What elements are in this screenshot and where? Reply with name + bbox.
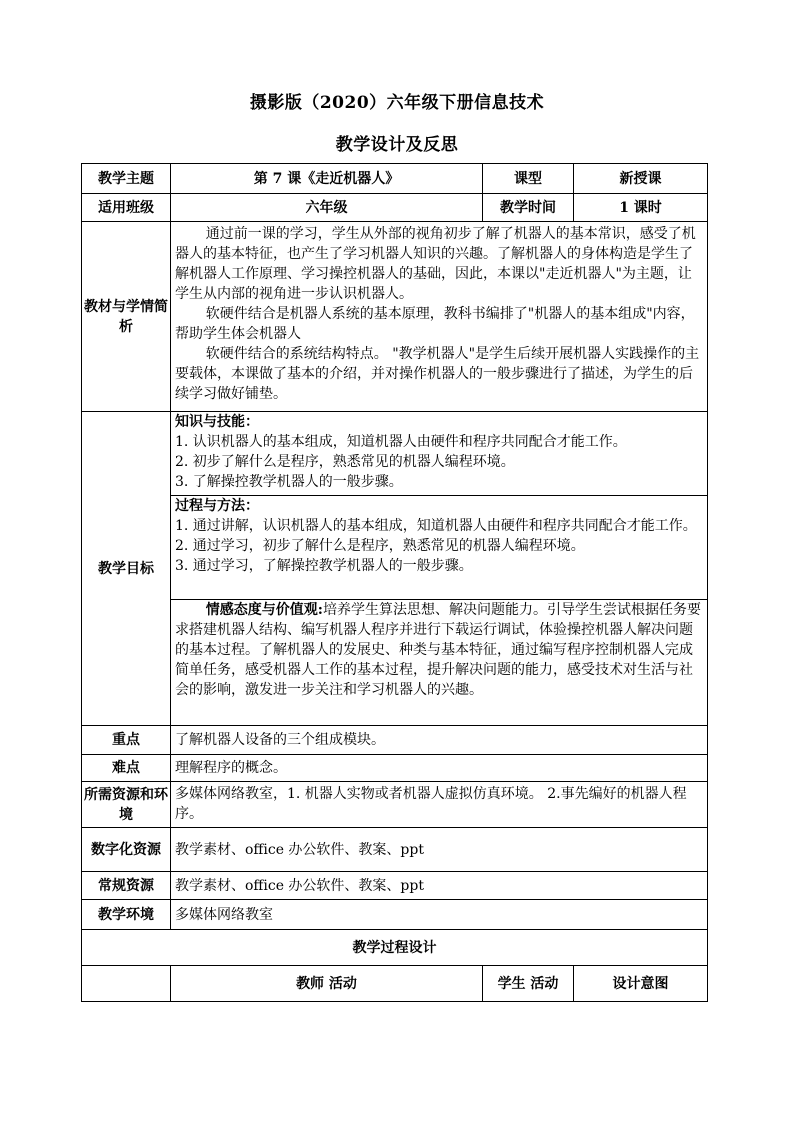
row-process-header [82,966,708,1002]
row-key-point [82,726,708,755]
row-process-title [82,930,708,966]
regular-value: 教学素材、office 办公软件、教案、ppt [171,872,708,900]
lesson-plan-table [81,163,708,1002]
process-heading: 过程与方法： [175,498,259,514]
process-item-2: 2. 通过学习，初步了解什么是程序，熟悉常见的机器人编程环境。 [175,538,585,554]
topic-label: 教学主题 [82,164,171,194]
topic-value: 第 7 课《走近机器人》 [171,164,483,194]
regular-label: 常规资源 [82,872,171,900]
row-class [82,194,708,222]
goals-knowledge [171,412,708,496]
resources-value: 多媒体网络教室，1. 机器人实物或者机器人虚拟仿真环境。 2.事先编好的机器人程序。 [171,782,708,828]
row-resources [82,782,708,828]
knowledge-heading: 知识与技能： [175,414,259,430]
environment-value: 多媒体网络教室 [171,900,708,930]
knowledge-item-2: 2. 初步了解什么是程序，熟悉常见的机器人编程环境。 [175,454,515,470]
document-title: 摄影版（2020）六年级下册信息技术 [249,93,545,113]
student-activity-header: 学生 活动 [483,966,574,1002]
class-label: 适用班级 [82,194,171,222]
process-header-blank [82,966,171,1002]
goals-process [171,496,708,600]
analysis-paragraph-2: 软硬件结合是机器人系统的基本原理，教科书编排了"机器人的基本组成"内容，帮助学生体会机器人 [175,306,695,342]
teacher-activity-header: 教师 活动 [171,966,483,1002]
environment-label: 教学环境 [82,900,171,930]
digital-value: 教学素材、office 办公软件、教案、ppt [171,828,708,872]
row-goals-process [82,496,708,600]
row-goals-emotion [82,600,708,726]
time-label: 教学时间 [483,194,574,222]
resources-label: 所需资源和环境 [82,782,171,828]
process-item-1: 1. 通过讲解，认识机器人的基本组成，知道机器人由硬件和程序共同配合才能工作。 [175,518,697,534]
digital-label: 数字化资源 [82,828,171,872]
time-value: 1 课时 [574,194,708,222]
row-topic [82,164,708,194]
goals-emotion [171,600,708,726]
knowledge-item-3: 3. 了解操控教学机器人的一般步骤。 [175,474,403,490]
knowledge-item-1: 1. 认识机器人的基本组成，知道机器人由硬件和程序共同配合才能工作。 [175,434,627,450]
row-difficulty [82,755,708,782]
key-point-value: 了解机器人设备的三个组成模块。 [171,726,708,755]
row-digital [82,828,708,872]
type-label: 课型 [483,164,574,194]
class-value: 六年级 [171,194,483,222]
goals-label: 教学目标 [82,412,171,726]
difficulty-label: 难点 [82,755,171,782]
row-environment [82,900,708,930]
type-value: 新授课 [574,164,708,194]
process-item-3: 3. 通过学习，了解操控教学机器人的一般步骤。 [175,558,473,574]
analysis-paragraph-3: 软硬件结合的系统结构特点。 "教学机器人"是学生后续开展机器人实践操作的主要载体，本课做了基本的介绍，并对操作机器人的一般步骤进行了描述，为学生的后续学习做好铺垫。 [175,346,700,402]
row-goals-knowledge [82,412,708,496]
emotion-heading: 情感态度与价值观: [205,602,323,618]
analysis-content [171,222,708,412]
analysis-label: 教材与学情简析 [82,222,171,412]
row-regular [82,872,708,900]
row-analysis [82,222,708,412]
design-intent-header: 设计意图 [574,966,708,1002]
difficulty-value: 理解程序的概念。 [171,755,708,782]
analysis-paragraph-1: 通过前一课的学习，学生从外部的视角初步了解了机器人的基本常识，感受了机器人的基本特征，也产生了学习机器人知识的兴趣。了解机器人的身体构造是学生了解机器人工作原理、学习操控机器人的基础，因此，本课以"走近机器人"为主题，让学生从内部的视角进一步认识机器人。 [175,226,696,302]
process-design-title: 教学过程设计 [82,930,708,966]
document-subtitle: 教学设计及反思 [335,135,459,155]
emotion-text: 培养学生算法思想、解决问题能力。引导学生尝试根据任务要求搭建机器人结构、编写机器人程序并进行下载运行调试，体验操控机器人解决问题的基本过程。了解机器人的发展史、种类与基本特征，通过编写程序控制机器人完成简单任务，感受机器人工作的基本过程，提升解决问题的能力，感受技术对生活与社会的影响，激发进一步关注和学习机器人的兴趣。 [175,602,701,698]
key-point-label: 重点 [82,726,171,755]
